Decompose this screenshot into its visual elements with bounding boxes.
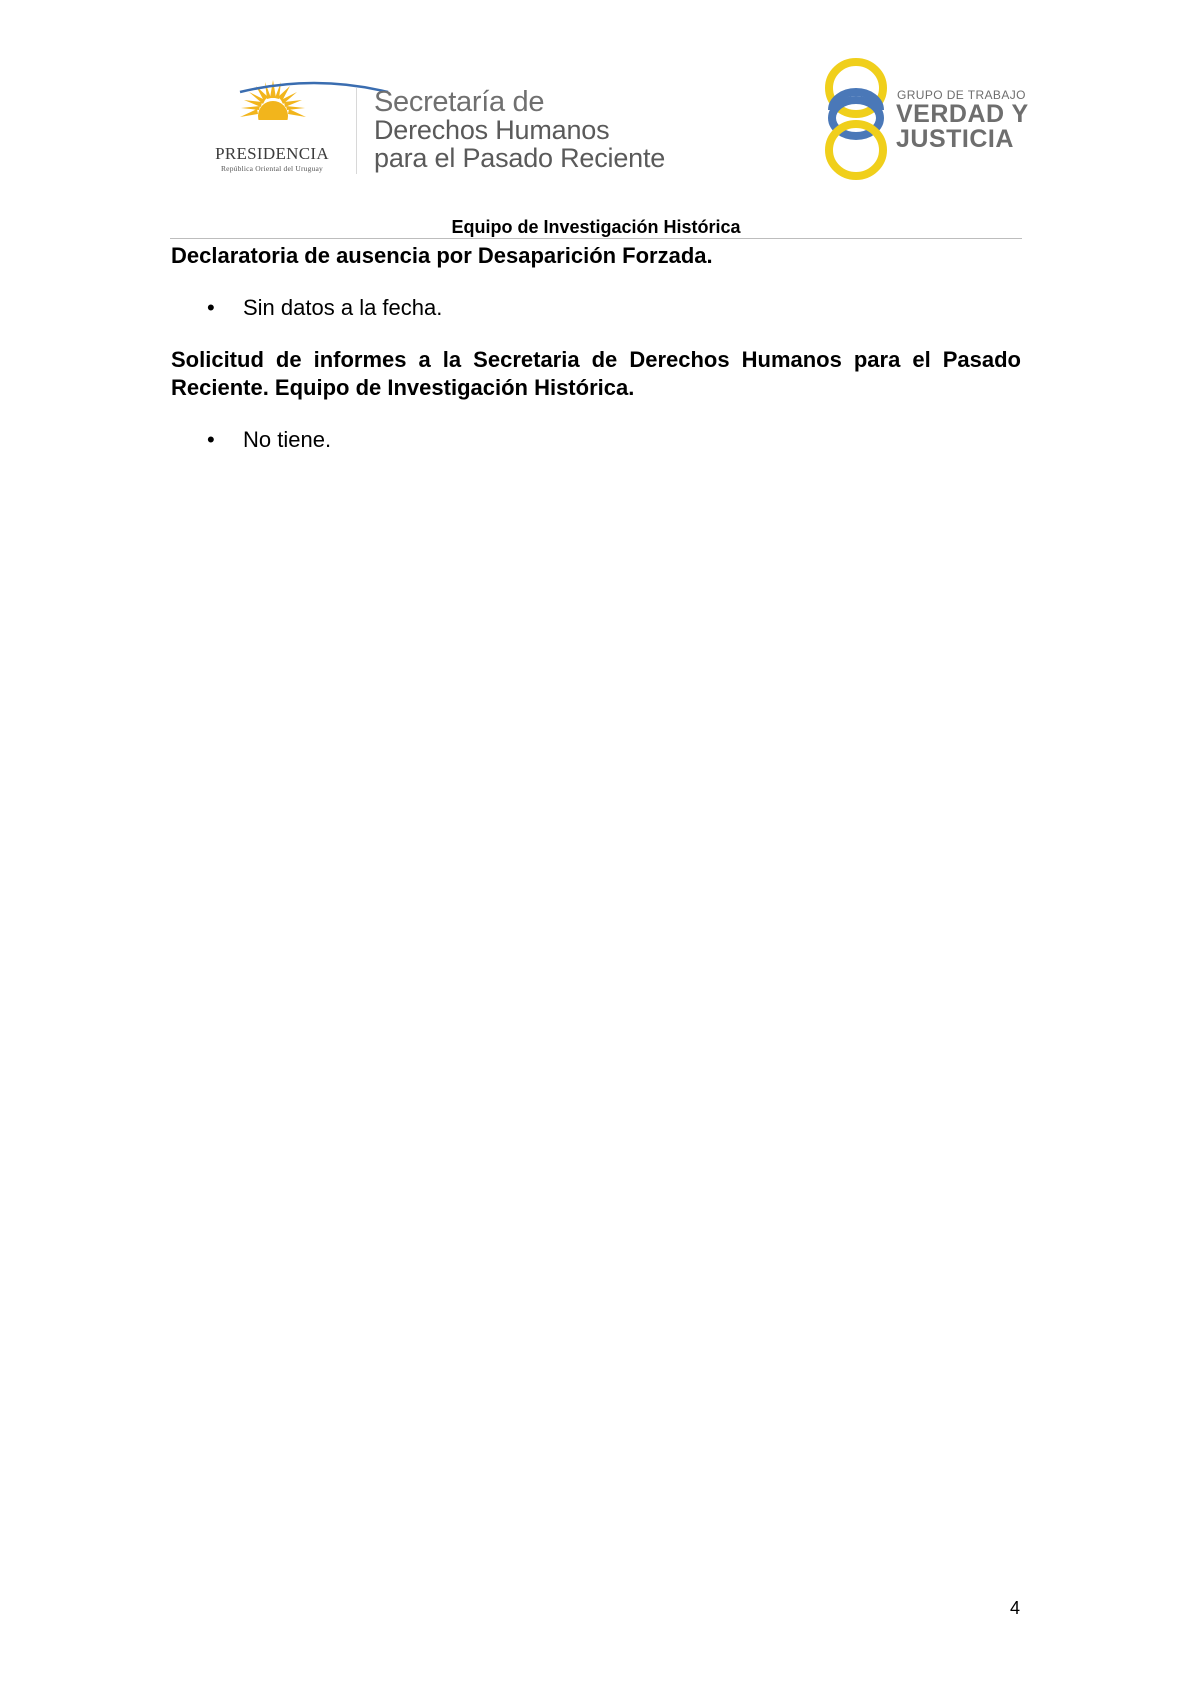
- list-item-text: No tiene.: [243, 427, 332, 452]
- section-heading-declaratoria: Declaratoria de ausencia por Desaparición Forzada.: [171, 243, 713, 268]
- secretaria-line-3: para el Pasado Reciente: [374, 143, 666, 173]
- bullet-list: [171, 294, 1021, 322]
- section-heading-solicitud: Solicitud de informes a la Secretaria de Derechos Humanos para el Pasado Reciente. Equipo de Investigación Histórica.: [171, 347, 1021, 400]
- list-item: [171, 294, 1021, 322]
- bullet-list: [171, 426, 1021, 454]
- document-body: [171, 242, 1021, 454]
- bullet-icon: •: [207, 295, 215, 320]
- secretaria-line-2: Derechos Humanos: [374, 115, 610, 145]
- logo-divider: [356, 88, 357, 174]
- grupo-label: GRUPO DE TRABAJO: [897, 88, 1026, 102]
- list-item-text: Sin datos a la fecha.: [243, 295, 443, 320]
- page-number: 4: [1010, 1598, 1021, 1618]
- verdad-justicia-logo: [820, 54, 1040, 184]
- header-rule: [170, 238, 1022, 239]
- verdad-label: VERDAD Y: [896, 100, 1029, 128]
- running-header-title: Equipo de Investigación Histórica: [451, 217, 741, 237]
- presidencia-subtitle: República Oriental del Uruguay: [220, 164, 323, 173]
- bullet-icon: •: [207, 427, 215, 452]
- secretaria-wordmark: [374, 88, 665, 172]
- secretaria-line-1: Secretaría de: [374, 86, 545, 118]
- justicia-label: JUSTICIA: [896, 125, 1014, 153]
- presidencia-logo: [196, 80, 348, 180]
- presidencia-name: PRESIDENCIA: [215, 144, 329, 163]
- list-item: [171, 426, 1021, 454]
- horizon-arc-icon: [238, 80, 390, 94]
- interlocking-rings-icon: [820, 54, 892, 184]
